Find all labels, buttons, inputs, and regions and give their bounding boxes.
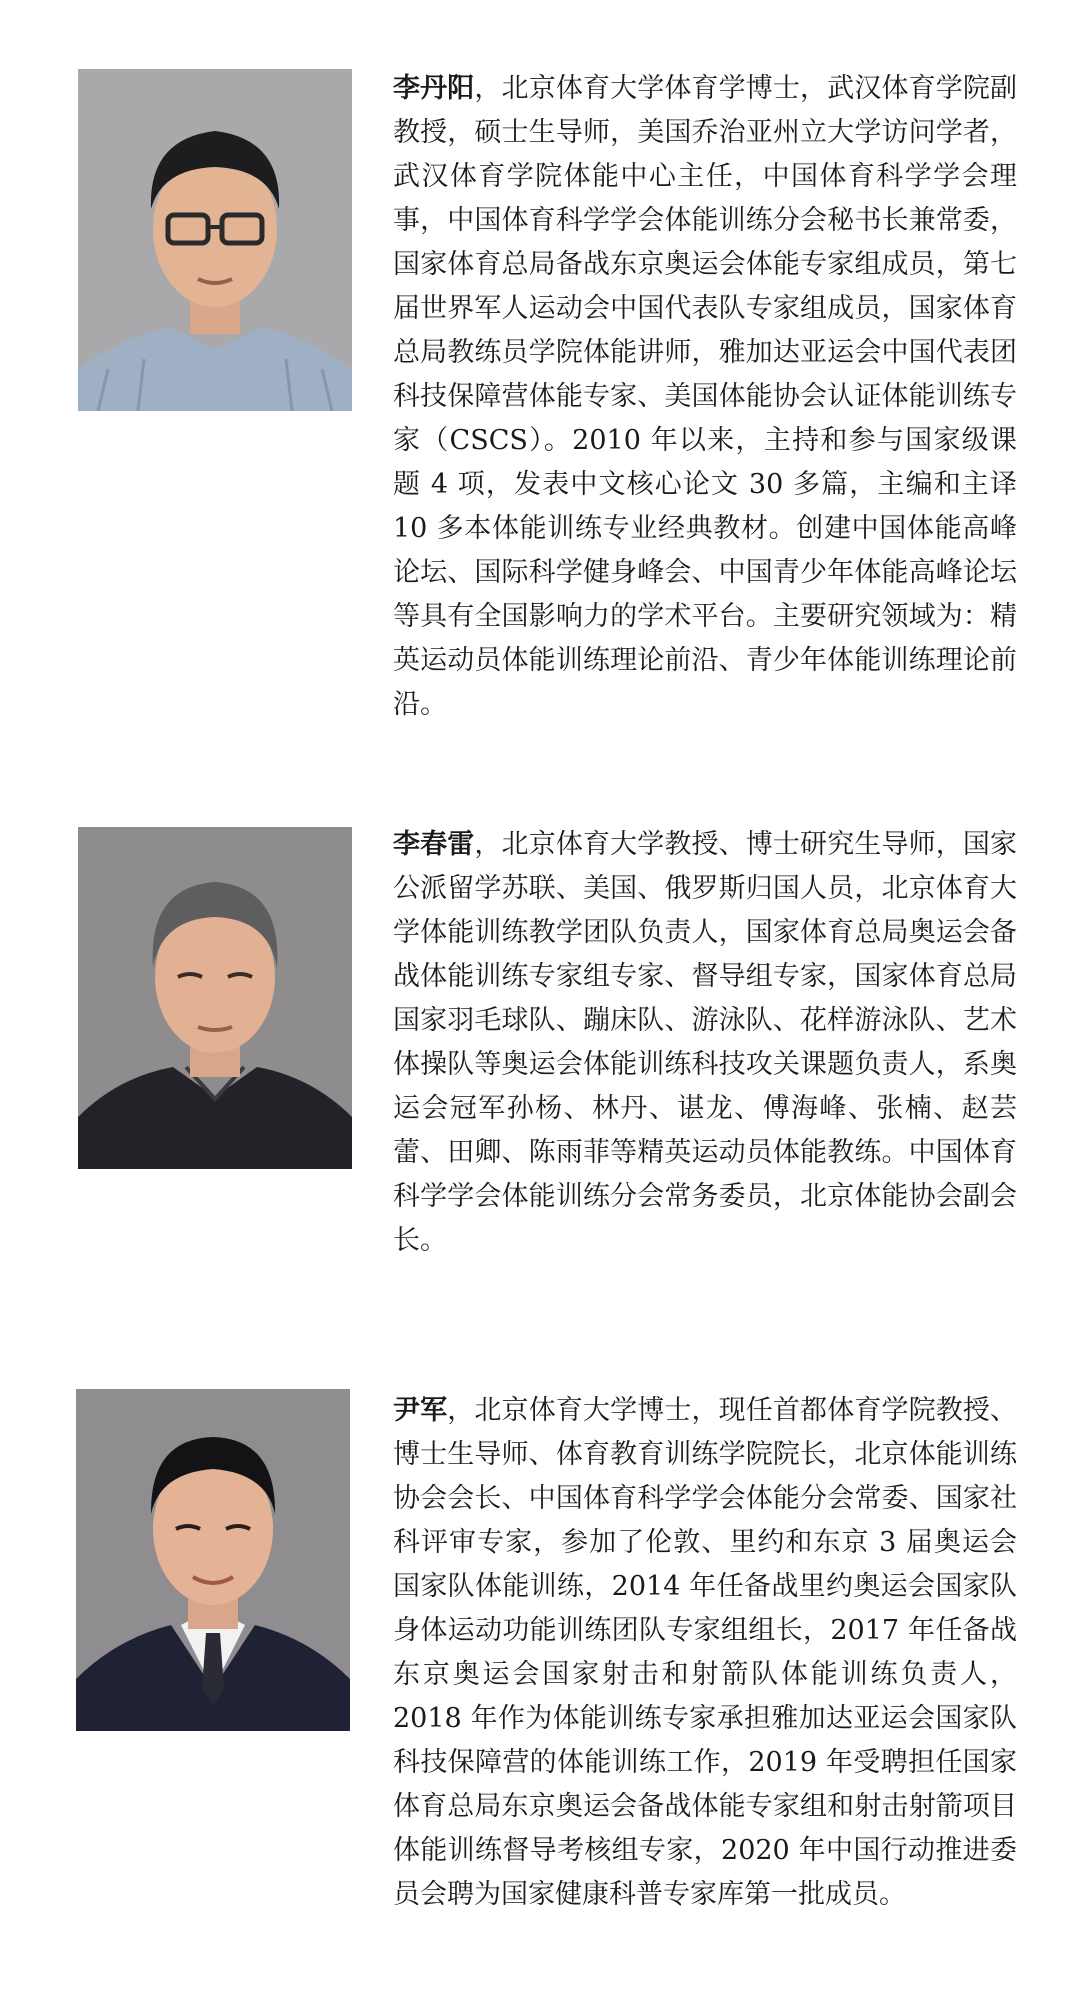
profile-description: ，北京体育大学体育学博士，武汉体育学院副教授，硕士生导师，美国乔治亚州立大学访问学者，武汉体育学院体能中心主任，中国体育科学学会理事，中国体育科学学会体能训练分会秘书长兼常委，国家体育总局备战东京奥运会体能专家组成员，第七届世界军人运动会中国代表队专家组成员，国家体育总局教练员学院体能讲师，雅加达亚运会中国代表团科技保障营体能专家、美国体能协会认证体能训练专家（CSCS）。2010 年以来，主持和参与国家级课题 4 项，发表中文核心论文 30 多篇，主编和主译 10 多本体能训练专业经典教材。创建中国体能高峰论坛、国际科学健身峰会、中国青少年体能高峰论坛等具有全国影响力的学术平台。主要研究领域为：精英运动员体能训练理论前沿、青少年体能训练理论前沿。 (393, 73, 1018, 720)
profile-description: ，北京体育大学博士，现任首都体育学院教授、博士生导师、体育教育训练学院院长，北京体能训练协会会长、中国体育科学学会体能分会常委、国家社科评审专家，参加了伦敦、里约和东京 3 届奥运会国家队体能训练，2014 年任备战里约奥运会国家队身体运动功能训练团队专家组组长，2017 年任备战东京奥运会国家射击和射箭队体能训练负责人，2018 年作为体能训练专家承担雅加达亚运会国家队科技保障营的体能训练工作，2019 年受聘担任国家体育总局东京奥运会备战体能专家组和射击射箭项目体能训练督导考核组专家，2020 年中国行动推进委员会聘为国家健康科普专家库第一批成员。 (393, 1395, 1018, 1910)
profile-name: 尹军 (393, 1395, 448, 1426)
profile-bio (393, 1389, 1017, 1917)
portrait-photo (78, 827, 352, 1169)
portrait-man-glasses-icon (78, 69, 352, 411)
portrait-photo (78, 69, 352, 411)
profile-name: 李春雷 (393, 829, 475, 860)
portrait-man-polo-icon (78, 827, 352, 1169)
profile-bio (393, 823, 1017, 1263)
profile-name: 李丹阳 (393, 73, 475, 104)
portrait-man-suit-icon (76, 1389, 350, 1731)
portrait-photo (76, 1389, 350, 1731)
profile-bio (393, 67, 1017, 727)
profile-description: ，北京体育大学教授、博士研究生导师，国家公派留学苏联、美国、俄罗斯归国人员，北京体育大学体能训练教学团队负责人，国家体育总局奥运会备战体能训练专家组专家、督导组专家，国家体育总局国家羽毛球队、蹦床队、游泳队、花样游泳队、艺术体操队等奥运会体能训练科技攻关课题负责人，系奥运会冠军孙杨、林丹、谌龙、傅海峰、张楠、赵芸蕾、田卿、陈雨菲等精英运动员体能教练。中国体育科学学会体能训练分会常务委员，北京体能协会副会长。 (393, 829, 1018, 1256)
